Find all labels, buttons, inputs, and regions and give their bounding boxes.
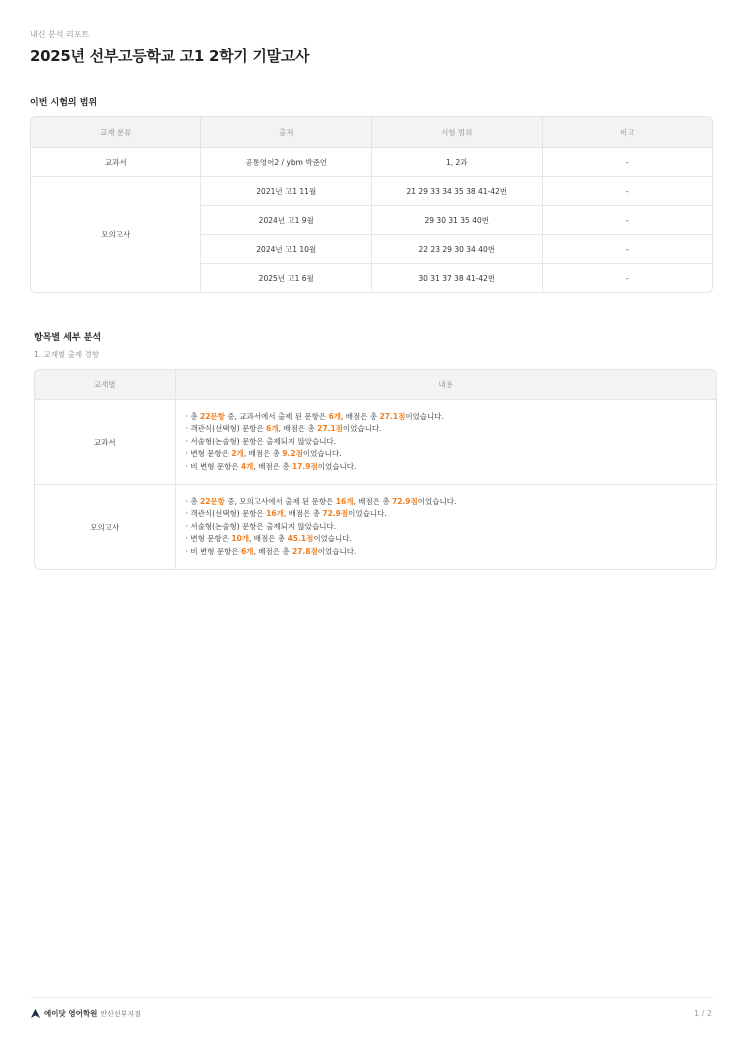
scope-table <box>30 116 713 293</box>
cell-content <box>176 400 716 485</box>
analysis-header-row <box>35 370 716 400</box>
col-header-note: 비고 <box>543 117 713 148</box>
analysis-section-title: 항목별 세부 분석 <box>34 333 102 343</box>
cell-category: 모의고사 <box>31 177 201 292</box>
analysis-line: · 객관식(선택형) 문항은 16개, 배점은 총 72.9점이었습니다. <box>185 509 387 519</box>
page-title: 2025년 선부고등학교 고1 2학기 기말고사 <box>30 47 310 65</box>
cell-source: 2024년 고1 10월 <box>201 235 372 264</box>
cell-note: - <box>543 206 713 235</box>
col-header-source: 출처 <box>201 117 372 148</box>
analysis-line: · 변형 문항은 10개, 배점은 총 45.1점이었습니다. <box>185 534 352 544</box>
cell-category: 교과서 <box>31 148 201 177</box>
table-row <box>35 400 716 485</box>
cell-note: - <box>543 235 713 264</box>
cell-source: 2024년 고1 9월 <box>201 206 372 235</box>
col-header-material: 교재별 <box>35 370 176 400</box>
cell-range: 29 30 31 35 40번 <box>372 206 543 235</box>
cell-note: - <box>543 177 713 206</box>
cell-range: 22 23 29 30 34 40번 <box>372 235 543 264</box>
academy-name: 에이닷 영어학원 <box>44 1009 98 1018</box>
page-number: 1 / 2 <box>694 1009 712 1018</box>
cell-material: 교과서 <box>35 400 176 485</box>
analysis-line: · 변형 문항은 2개, 배점은 총 9.2점이었습니다. <box>185 449 342 459</box>
col-header-category: 교재 분류 <box>31 117 201 148</box>
logo-mark-icon <box>30 1008 41 1019</box>
academy-branch: 안산선부지점 <box>100 1009 141 1018</box>
cell-source: 2021년 고1 11월 <box>201 177 372 206</box>
scope-section-title: 이번 시험의 범위 <box>30 98 98 108</box>
analysis-line: · 비 변형 문항은 4개, 배점은 총 17.9점이었습니다. <box>185 461 357 471</box>
scope-header-row <box>31 117 712 148</box>
cell-source: 2025년 고1 6월 <box>201 264 372 292</box>
cell-note: - <box>543 148 713 177</box>
cell-range: 30 31 37 38 41-42번 <box>372 264 543 292</box>
col-header-content: 내용 <box>176 370 716 400</box>
academy-logo <box>30 1008 141 1019</box>
analysis-line: · 객관식(선택형) 문항은 6개, 배점은 총 27.1점이었습니다. <box>185 424 382 434</box>
analysis-line: · 총 22문항 중, 교과서에서 출제 된 문항은 6개, 배점은 총 27.1점이었습니다. <box>185 411 444 421</box>
analysis-line: · 총 22문항 중, 모의고사에서 출제 된 문항은 16개, 배점은 총 72.9점이었습니다. <box>185 496 457 506</box>
table-row <box>31 148 712 177</box>
report-eyebrow: 내신 분석 리포트 <box>30 30 90 39</box>
cell-material: 모의고사 <box>35 485 176 569</box>
footer-divider <box>30 997 713 998</box>
table-row <box>31 177 712 206</box>
cell-content <box>176 485 716 569</box>
cell-source: 공통영어2 / ybm 박준언 <box>201 148 372 177</box>
cell-range: 21 29 33 34 35 38 41-42번 <box>372 177 543 206</box>
analysis-table <box>34 369 717 570</box>
analysis-subtitle: 1. 교재별 출제 경향 <box>34 350 100 359</box>
analysis-line: · 서술형(논술형) 문항은 출제되지 않았습니다. <box>185 521 337 531</box>
analysis-line: · 서술형(논술형) 문항은 출제되지 않았습니다. <box>185 436 337 446</box>
cell-range: 1, 2과 <box>372 148 543 177</box>
table-row <box>35 485 716 569</box>
analysis-line: · 비 변형 문항은 6개, 배점은 총 27.8점이었습니다. <box>185 546 357 556</box>
col-header-range: 시험 범위 <box>372 117 543 148</box>
cell-note: - <box>625 273 629 283</box>
